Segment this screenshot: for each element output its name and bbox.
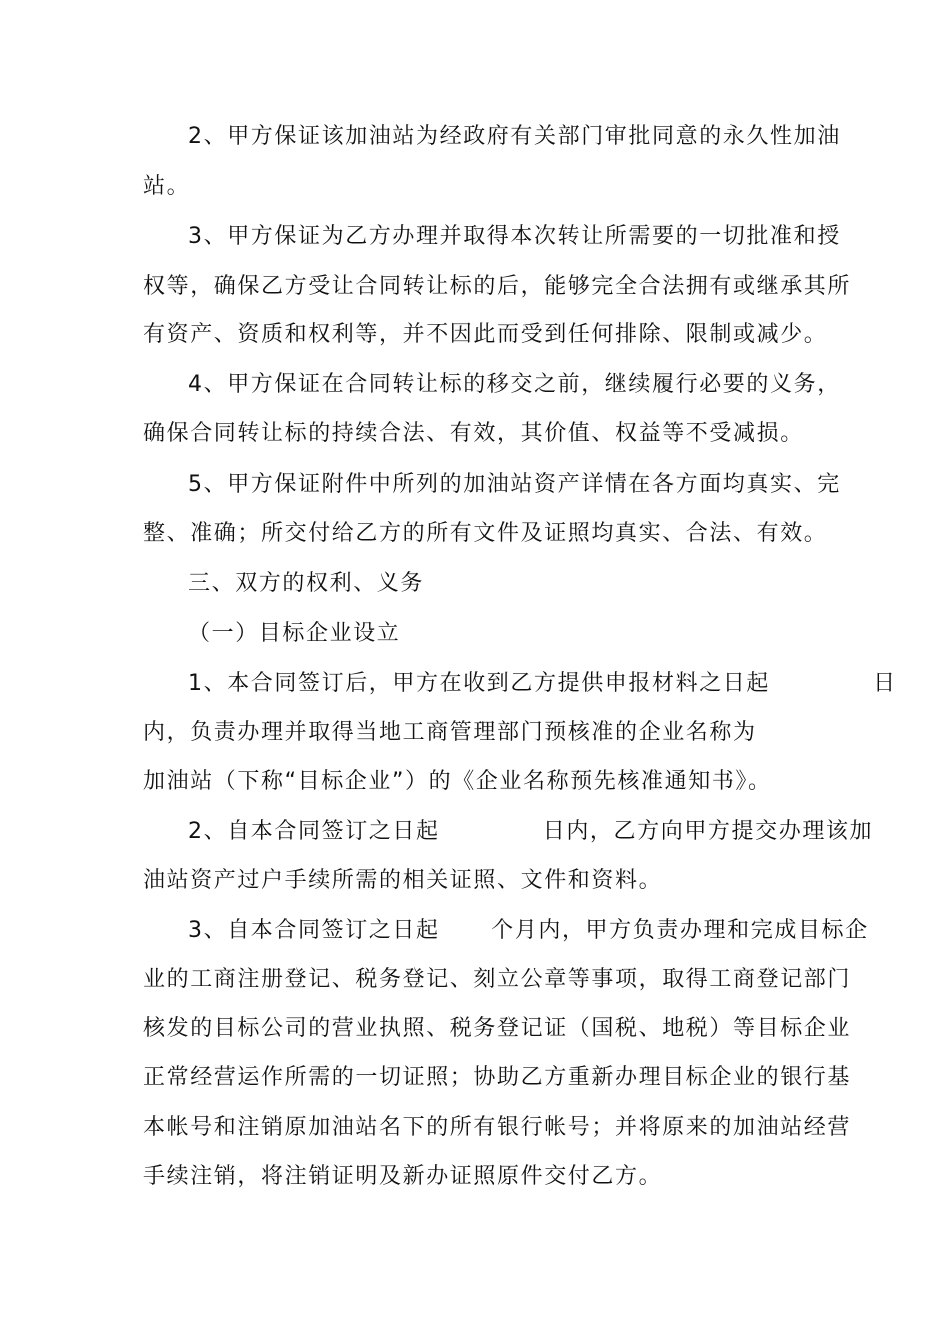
text-line: 油站资产过户手续所需的相关证照、文件和资料。 (143, 868, 663, 893)
text-line: 确保合同转让标的持续合法、有效，其价值、权益等不受减损。 (143, 421, 804, 446)
text-line: 4、甲方保证在合同转让标的移交之前，继续履行必要的义务， (188, 372, 841, 397)
text-line: 手续注销，将注销证明及新办证照原件交付乙方。 (143, 1164, 663, 1189)
text-line: 正常经营运作所需的一切证照；协助乙方重新办理目标企业的银行基 (143, 1065, 852, 1090)
text-line: 加油站（下称“目标企业”）的《企业名称预先核准通知书》。 (143, 769, 772, 794)
section-heading: 三、双方的权利、义务 (188, 571, 425, 596)
text-line: 3、自本合同签订之日起 个月内，甲方负责办理和完成目标企 (188, 918, 869, 943)
text-line: 核发的目标公司的营业执照、税务登记证（国税、地税）等目标企业 (143, 1016, 852, 1041)
text-line: 3、甲方保证为乙方办理并取得本次转让所需要的一切批准和授 (188, 224, 841, 249)
text-line: 内，负责办理并取得当地工商管理部门预核准的企业名称为 (143, 720, 757, 745)
text-line: 2、自本合同签订之日起 日内，乙方向甲方提交办理该加 (188, 819, 874, 844)
text-line: 1、本合同签订后，甲方在收到乙方提供申报材料之日起 日 (188, 671, 897, 696)
text-line: 站。 (143, 174, 191, 199)
text-line: 有资产、资质和权利等，并不因此而受到任何排除、限制或减少。 (143, 322, 828, 347)
text-line: 权等，确保乙方受让合同转让标的后，能够完全合法拥有或继承其所 (143, 274, 852, 299)
text-line: 2、甲方保证该加油站为经政府有关部门审批同意的永久性加油 (188, 124, 841, 149)
subsection-heading: （一）目标企业设立 (188, 621, 401, 646)
text-line: 本帐号和注销原加油站名下的所有银行帐号；并将原来的加油站经营 (143, 1115, 852, 1140)
text-line: 整、准确；所交付给乙方的所有文件及证照均真实、合法、有效。 (143, 521, 828, 546)
text-line: 业的工商注册登记、税务登记、刻立公章等事项，取得工商登记部门 (143, 967, 852, 992)
text-line: 5、甲方保证附件中所列的加油站资产详情在各方面均真实、完 (188, 472, 841, 497)
